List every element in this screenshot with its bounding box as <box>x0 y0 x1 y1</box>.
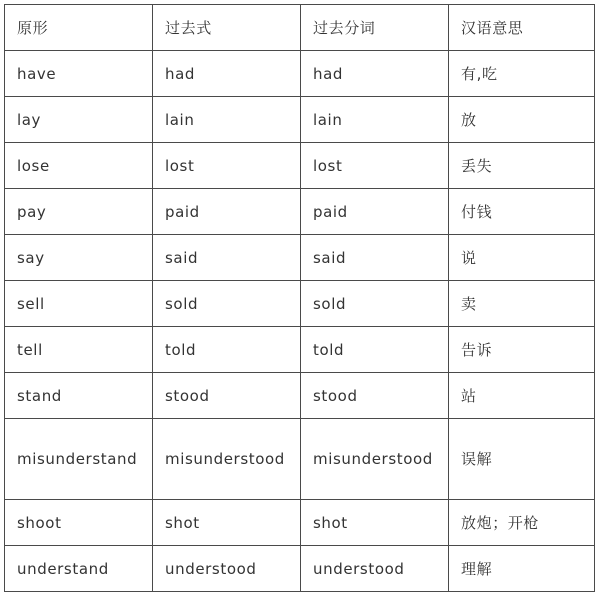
cell-base-form: shoot <box>5 500 153 546</box>
cell-past-participle: misunderstood <box>301 419 449 500</box>
cell-past-participle: stood <box>301 373 449 419</box>
cell-chinese-meaning: 丢失 <box>449 143 595 189</box>
cell-past-participle: lain <box>301 97 449 143</box>
table-row <box>5 143 595 189</box>
cell-chinese-meaning: 站 <box>449 373 595 419</box>
table-row <box>5 189 595 235</box>
cell-past-participle: shot <box>301 500 449 546</box>
cell-base-form: say <box>5 235 153 281</box>
table-header-row <box>5 5 595 51</box>
table-row <box>5 500 595 546</box>
cell-past-tense: lain <box>153 97 301 143</box>
cell-base-form: pay <box>5 189 153 235</box>
cell-chinese-meaning: 说 <box>449 235 595 281</box>
cell-past-participle: sold <box>301 281 449 327</box>
cell-past-tense: sold <box>153 281 301 327</box>
cell-chinese-meaning: 放 <box>449 97 595 143</box>
cell-past-tense: understood <box>153 546 301 592</box>
table-row <box>5 419 595 500</box>
cell-past-participle: had <box>301 51 449 97</box>
cell-past-tense: had <box>153 51 301 97</box>
cell-past-tense: paid <box>153 189 301 235</box>
header-past-participle: 过去分词 <box>301 5 449 51</box>
cell-chinese-meaning: 放炮；开枪 <box>449 500 595 546</box>
table-row <box>5 327 595 373</box>
cell-chinese-meaning: 理解 <box>449 546 595 592</box>
cell-base-form: sell <box>5 281 153 327</box>
cell-past-tense: lost <box>153 143 301 189</box>
table-row <box>5 546 595 592</box>
table-row <box>5 51 595 97</box>
cell-base-form: have <box>5 51 153 97</box>
irregular-verbs-table <box>4 4 595 592</box>
cell-past-participle: paid <box>301 189 449 235</box>
cell-base-form: lose <box>5 143 153 189</box>
cell-past-participle: lost <box>301 143 449 189</box>
cell-chinese-meaning: 付钱 <box>449 189 595 235</box>
cell-base-form: misunderstand <box>5 419 153 500</box>
cell-base-form: understand <box>5 546 153 592</box>
cell-base-form: lay <box>5 97 153 143</box>
cell-past-participle: understood <box>301 546 449 592</box>
table-row <box>5 373 595 419</box>
cell-past-tense: stood <box>153 373 301 419</box>
table-row <box>5 281 595 327</box>
table-row <box>5 235 595 281</box>
cell-past-tense: misunderstood <box>153 419 301 500</box>
cell-chinese-meaning: 卖 <box>449 281 595 327</box>
cell-base-form: stand <box>5 373 153 419</box>
cell-chinese-meaning: 告诉 <box>449 327 595 373</box>
table-row <box>5 97 595 143</box>
cell-past-tense: told <box>153 327 301 373</box>
cell-past-participle: said <box>301 235 449 281</box>
cell-past-tense: shot <box>153 500 301 546</box>
header-past-tense: 过去式 <box>153 5 301 51</box>
verb-table-container <box>4 4 595 592</box>
cell-past-tense: said <box>153 235 301 281</box>
cell-base-form: tell <box>5 327 153 373</box>
header-base-form: 原形 <box>5 5 153 51</box>
header-chinese-meaning: 汉语意思 <box>449 5 595 51</box>
cell-past-participle: told <box>301 327 449 373</box>
cell-chinese-meaning: 误解 <box>449 419 595 500</box>
cell-chinese-meaning: 有,吃 <box>449 51 595 97</box>
